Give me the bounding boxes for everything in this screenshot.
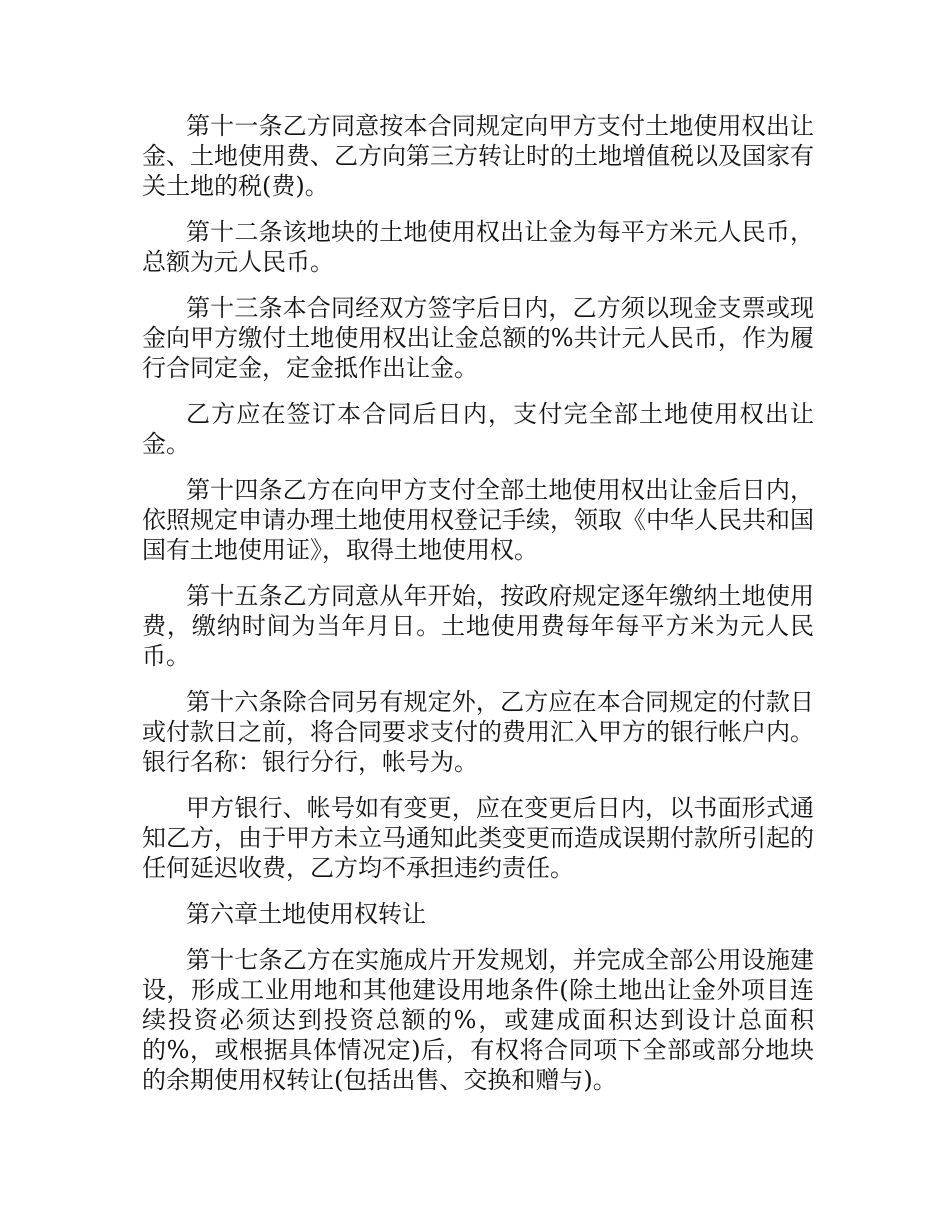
article-13-paragraph: 第十三条本合同经双方签字后日内，乙方须以现金支票或现金向甲方缴付土地使用权出让金总额的%共计元人民币，作为履行合同定金，定金抵作出让金。 (142, 294, 814, 382)
article-14-paragraph: 第十四条乙方在向甲方支付全部土地使用权出让金后日内，依照规定申请办理土地使用权登记手续，领取《中华人民共和国国有土地使用证》，取得土地使用权。 (142, 476, 814, 564)
article-12-paragraph: 第十二条该地块的土地使用权出让金为每平方米元人民币，总额为元人民币。 (142, 218, 814, 276)
article-17-paragraph: 第十七条乙方在实施成片开发规划，并完成全部公用设施建设，形成工业用地和其他建设用地条件(除土地出让金外项目连续投资必须达到投资总额的%，或建成面积达到设计总面积的%，或根据具体情况定)后，有权将合同项下全部或部分地块的余期使用权转让(包括出售、交换和赠与)。 (142, 946, 814, 1094)
article-13-continuation-paragraph: 乙方应在签订本合同后日内，支付完全部土地使用权出让金。 (142, 400, 814, 458)
article-11-paragraph: 第十一条乙方同意按本合同规定向甲方支付土地使用权出让金、土地使用费、乙方向第三方转让时的土地增值税以及国家有关土地的税(费)。 (142, 112, 814, 200)
article-16-continuation-paragraph: 甲方银行、帐号如有变更，应在变更后日内，以书面形式通知乙方，由于甲方未立马通知此类变更而造成误期付款所引起的任何延迟收费，乙方均不承担违约责任。 (142, 794, 814, 882)
article-16-paragraph: 第十六条除合同另有规定外，乙方应在本合同规定的付款日或付款日之前，将合同要求支付的费用汇入甲方的银行帐户内。银行名称：银行分行，帐号为。 (142, 688, 814, 776)
article-15-paragraph: 第十五条乙方同意从年开始，按政府规定逐年缴纳土地使用费，缴纳时间为当年月日。土地使用费每年每平方米为元人民币。 (142, 582, 814, 670)
document-page (142, 111, 814, 1111)
chapter-heading: 第六章土地使用权转让 (186, 900, 426, 928)
